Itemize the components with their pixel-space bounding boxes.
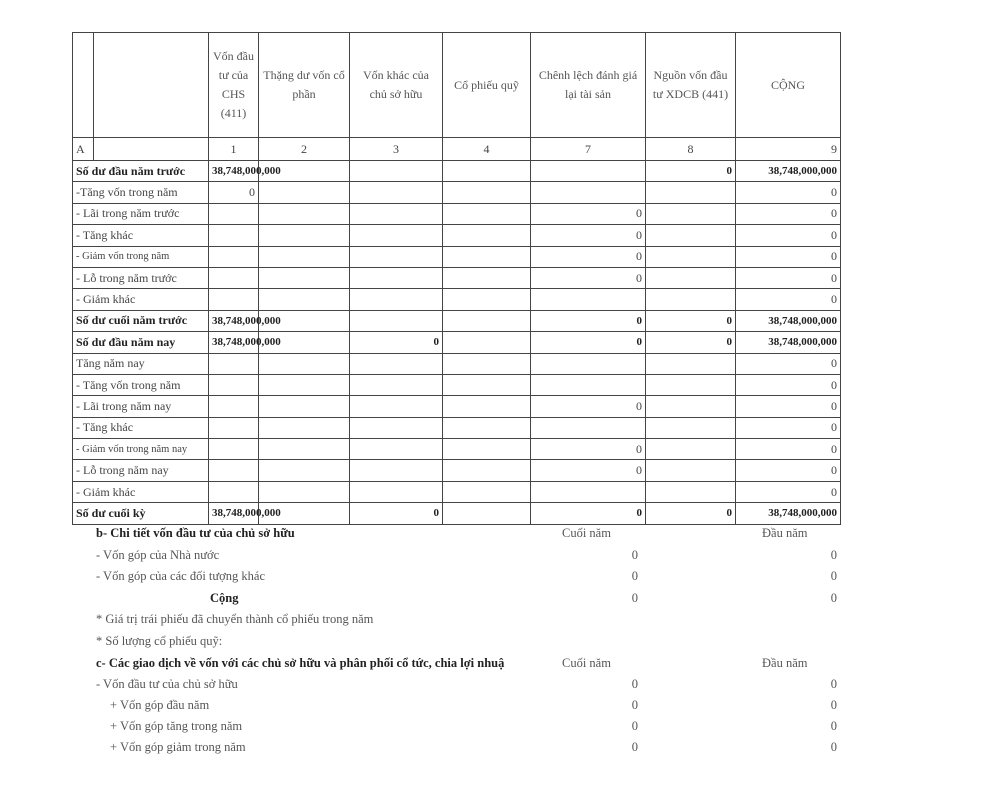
value-cell: 0 bbox=[736, 374, 841, 395]
value-cell bbox=[209, 481, 259, 502]
value-cell bbox=[443, 203, 531, 224]
value-cell: 0 bbox=[531, 246, 646, 267]
value-cell bbox=[646, 182, 736, 203]
value-cell bbox=[259, 203, 350, 224]
value-cell bbox=[646, 481, 736, 502]
row-label: - Vốn đầu tư của chủ sở hữu bbox=[96, 677, 238, 691]
index-cell: A bbox=[73, 138, 94, 161]
row-label: - Tăng vốn trong năm bbox=[73, 374, 209, 395]
value-cell bbox=[443, 267, 531, 288]
value-cell bbox=[259, 396, 350, 417]
value-cell bbox=[259, 225, 350, 246]
value-cell bbox=[531, 353, 646, 374]
index-cell: 7 bbox=[531, 138, 646, 161]
table-row bbox=[73, 203, 841, 224]
value-cell: 0 bbox=[531, 503, 646, 524]
header-revaluation: Chênh lệch đánh giá lại tài sản bbox=[531, 33, 646, 138]
row-label: Số dư đầu năm trước bbox=[73, 161, 209, 182]
row-label: Cộng bbox=[210, 590, 239, 605]
header-cell bbox=[94, 33, 209, 138]
value-cell bbox=[646, 246, 736, 267]
table-row bbox=[73, 225, 841, 246]
value-cell bbox=[443, 439, 531, 460]
value-cell bbox=[350, 374, 443, 395]
value-cell bbox=[259, 460, 350, 481]
value-cell bbox=[646, 439, 736, 460]
value-cell bbox=[209, 203, 259, 224]
value-cell bbox=[350, 289, 443, 310]
index-cell: 2 bbox=[259, 138, 350, 161]
value-cell: 0 bbox=[736, 417, 841, 438]
value-cell: 38,748,000,000 bbox=[736, 310, 841, 331]
value-end: 0 bbox=[631, 719, 638, 733]
value-cell bbox=[350, 417, 443, 438]
value-start: 0 bbox=[830, 677, 837, 691]
row-label: Số dư đầu năm nay bbox=[73, 332, 209, 353]
value-cell: 0 bbox=[531, 267, 646, 288]
value-cell bbox=[350, 203, 443, 224]
row-label: + Vốn góp đầu năm bbox=[110, 698, 210, 712]
value-cell bbox=[443, 289, 531, 310]
index-cell: 3 bbox=[350, 138, 443, 161]
value-cell bbox=[350, 439, 443, 460]
value-cell: 0 bbox=[646, 310, 736, 331]
section-line bbox=[0, 740, 1000, 760]
value-cell bbox=[259, 439, 350, 460]
section-line bbox=[0, 612, 1000, 632]
header-treasury-shares: Cổ phiếu quỹ bbox=[443, 33, 531, 138]
row-label: Tăng năm nay bbox=[73, 353, 209, 374]
value-cell bbox=[443, 503, 531, 524]
value-cell bbox=[209, 439, 259, 460]
equity-changes-table bbox=[72, 32, 841, 525]
value-cell bbox=[646, 289, 736, 310]
value-start: 0 bbox=[830, 547, 837, 562]
value-cell bbox=[646, 396, 736, 417]
row-label: - Vốn góp của các đối tượng khác bbox=[96, 569, 266, 583]
header-total: CỘNG bbox=[736, 33, 841, 138]
value-cell bbox=[350, 225, 443, 246]
value-cell: 0 bbox=[736, 182, 841, 203]
value-cell: 0 bbox=[350, 332, 443, 353]
value-cell bbox=[350, 310, 443, 331]
table-row bbox=[73, 503, 841, 524]
section-title: b- Chi tiết vốn đầu tư của chủ sở hữu bbox=[96, 526, 295, 540]
column-header-end-of-year: Cuối năm bbox=[562, 656, 611, 670]
table-row bbox=[73, 439, 841, 460]
value-cell: 0 bbox=[531, 332, 646, 353]
value-cell: 0 bbox=[531, 310, 646, 331]
header-owner-capital: Vốn đầu tư của CHS (411) bbox=[209, 33, 259, 138]
value-cell: 38,748,000,000 bbox=[209, 503, 259, 524]
value-cell bbox=[350, 161, 443, 182]
value-cell: 0 bbox=[736, 396, 841, 417]
value-cell: 38,748,000,000 bbox=[736, 503, 841, 524]
value-cell bbox=[443, 182, 531, 203]
table-index-row bbox=[73, 138, 841, 161]
value-end: 0 bbox=[631, 740, 638, 754]
value-cell bbox=[443, 481, 531, 502]
value-cell bbox=[443, 225, 531, 246]
table-row bbox=[73, 182, 841, 203]
value-cell: 38,748,000,000 bbox=[736, 332, 841, 353]
value-cell: 0 bbox=[736, 289, 841, 310]
value-cell bbox=[259, 267, 350, 288]
value-end: 0 bbox=[631, 569, 638, 583]
header-capex-fund: Nguồn vốn đầu tư XDCB (441) bbox=[646, 33, 736, 138]
row-label: - Giảm vốn trong năm nay bbox=[73, 439, 209, 460]
index-cell: 8 bbox=[646, 138, 736, 161]
value-cell bbox=[646, 353, 736, 374]
value-cell bbox=[531, 374, 646, 395]
value-cell: 38,748,000,000 bbox=[209, 310, 259, 331]
value-cell: 0 bbox=[736, 353, 841, 374]
value-cell bbox=[531, 481, 646, 502]
value-cell bbox=[259, 374, 350, 395]
row-label: - Tăng khác bbox=[73, 225, 209, 246]
value-cell bbox=[259, 246, 350, 267]
value-end: 0 bbox=[631, 590, 638, 605]
value-cell bbox=[350, 267, 443, 288]
column-header-end-of-year: Cuối năm bbox=[562, 526, 611, 540]
value-cell bbox=[443, 396, 531, 417]
row-label: Số dư cuối kỳ bbox=[73, 503, 209, 524]
value-cell: 0 bbox=[736, 481, 841, 502]
index-cell: 4 bbox=[443, 138, 531, 161]
section-line bbox=[0, 634, 1000, 654]
row-label: + Vốn góp tăng trong năm bbox=[110, 719, 243, 733]
index-cell bbox=[94, 138, 209, 161]
value-start: 0 bbox=[830, 569, 837, 583]
value-cell: 38,748,000,000 bbox=[736, 161, 841, 182]
row-label: - Giảm khác bbox=[73, 289, 209, 310]
value-cell: 0 bbox=[736, 225, 841, 246]
value-cell bbox=[350, 353, 443, 374]
table-row bbox=[73, 460, 841, 481]
section-line bbox=[0, 591, 1000, 611]
value-cell bbox=[209, 417, 259, 438]
value-cell bbox=[443, 353, 531, 374]
value-end: 0 bbox=[631, 698, 638, 712]
value-cell bbox=[209, 396, 259, 417]
row-label: - Lãi trong năm nay bbox=[73, 396, 209, 417]
value-end: 0 bbox=[631, 677, 638, 691]
table-row bbox=[73, 332, 841, 353]
value-cell: 38,748,000,000 bbox=[209, 161, 259, 182]
section-line bbox=[0, 677, 1000, 697]
table-row bbox=[73, 310, 841, 331]
value-cell: 0 bbox=[736, 267, 841, 288]
value-cell bbox=[209, 246, 259, 267]
section-line bbox=[0, 698, 1000, 718]
value-cell: 0 bbox=[531, 396, 646, 417]
header-cell bbox=[73, 33, 94, 138]
value-cell: 0 bbox=[646, 503, 736, 524]
value-cell bbox=[443, 310, 531, 331]
row-label: - Lãi trong năm trước bbox=[73, 203, 209, 224]
table-row bbox=[73, 396, 841, 417]
value-cell bbox=[646, 225, 736, 246]
value-cell: 0 bbox=[531, 203, 646, 224]
value-cell bbox=[646, 374, 736, 395]
index-cell: 1 bbox=[209, 138, 259, 161]
section-line bbox=[0, 656, 1000, 676]
value-cell: 0 bbox=[736, 203, 841, 224]
row-label: Số dư cuối năm trước bbox=[73, 310, 209, 331]
value-cell bbox=[350, 396, 443, 417]
value-cell bbox=[259, 289, 350, 310]
value-cell: 0 bbox=[209, 182, 259, 203]
value-cell bbox=[350, 246, 443, 267]
value-cell bbox=[350, 460, 443, 481]
value-cell bbox=[209, 225, 259, 246]
row-label: - Giảm vốn trong năm bbox=[73, 246, 209, 267]
value-start: 0 bbox=[830, 698, 837, 712]
index-cell: 9 bbox=[736, 138, 841, 161]
section-line bbox=[0, 719, 1000, 739]
value-cell bbox=[646, 460, 736, 481]
section-line bbox=[0, 569, 1000, 589]
value-cell bbox=[350, 182, 443, 203]
value-cell bbox=[646, 417, 736, 438]
value-cell bbox=[209, 353, 259, 374]
value-cell: 0 bbox=[531, 460, 646, 481]
value-start: 0 bbox=[830, 719, 837, 733]
section-line bbox=[0, 548, 1000, 568]
header-share-premium: Thặng dư vốn cổ phần bbox=[259, 33, 350, 138]
value-cell bbox=[531, 161, 646, 182]
section-title: c- Các giao dịch về vốn với các chủ sở hữu và phân phối cổ tức, chia lợi nhuậ bbox=[96, 656, 505, 670]
row-label: - Tăng khác bbox=[73, 417, 209, 438]
value-cell bbox=[209, 289, 259, 310]
row-label: + Vốn góp giảm trong năm bbox=[110, 740, 246, 754]
value-cell bbox=[209, 267, 259, 288]
row-label: - Lỗ trong năm nay bbox=[73, 460, 209, 481]
column-header-start-of-year: Đầu năm bbox=[762, 526, 808, 540]
value-cell: 38,748,000,000 bbox=[209, 332, 259, 353]
value-cell bbox=[443, 374, 531, 395]
table-row bbox=[73, 374, 841, 395]
row-label: -Tăng vốn trong năm bbox=[73, 182, 209, 203]
value-cell bbox=[259, 417, 350, 438]
table-row bbox=[73, 353, 841, 374]
value-cell bbox=[646, 267, 736, 288]
table-row bbox=[73, 246, 841, 267]
value-cell bbox=[259, 353, 350, 374]
value-cell: 0 bbox=[531, 225, 646, 246]
value-cell bbox=[531, 417, 646, 438]
value-cell: 0 bbox=[646, 161, 736, 182]
value-cell: 0 bbox=[350, 503, 443, 524]
note: * Số lượng cổ phiếu quỹ: bbox=[96, 633, 223, 648]
section-line bbox=[0, 526, 1000, 546]
value-cell bbox=[443, 417, 531, 438]
value-cell bbox=[259, 182, 350, 203]
header-other-capital: Vốn khác của chủ sở hữu bbox=[350, 33, 443, 138]
value-cell: 0 bbox=[531, 439, 646, 460]
table-row bbox=[73, 161, 841, 182]
value-cell bbox=[443, 332, 531, 353]
row-label: - Lỗ trong năm trước bbox=[73, 267, 209, 288]
value-cell bbox=[443, 246, 531, 267]
value-cell bbox=[209, 374, 259, 395]
value-cell bbox=[209, 460, 259, 481]
table-row bbox=[73, 481, 841, 502]
value-cell: 0 bbox=[736, 246, 841, 267]
value-cell bbox=[646, 203, 736, 224]
value-end: 0 bbox=[631, 547, 638, 562]
note: * Giá trị trái phiếu đã chuyển thành cổ phiếu trong năm bbox=[96, 612, 374, 626]
value-start: 0 bbox=[830, 740, 837, 754]
value-cell bbox=[443, 161, 531, 182]
value-start: 0 bbox=[830, 590, 837, 605]
value-cell bbox=[443, 460, 531, 481]
table-row bbox=[73, 289, 841, 310]
value-cell bbox=[259, 481, 350, 502]
value-cell bbox=[350, 481, 443, 502]
value-cell: 0 bbox=[736, 439, 841, 460]
table-row bbox=[73, 267, 841, 288]
value-cell: 0 bbox=[646, 332, 736, 353]
value-cell bbox=[531, 182, 646, 203]
value-cell: 0 bbox=[736, 460, 841, 481]
column-header-start-of-year: Đầu năm bbox=[762, 656, 808, 670]
row-label: - Vốn góp của Nhà nước bbox=[96, 547, 220, 562]
table-row bbox=[73, 417, 841, 438]
value-cell bbox=[531, 289, 646, 310]
row-label: - Giảm khác bbox=[73, 481, 209, 502]
table-header-row bbox=[73, 33, 841, 138]
